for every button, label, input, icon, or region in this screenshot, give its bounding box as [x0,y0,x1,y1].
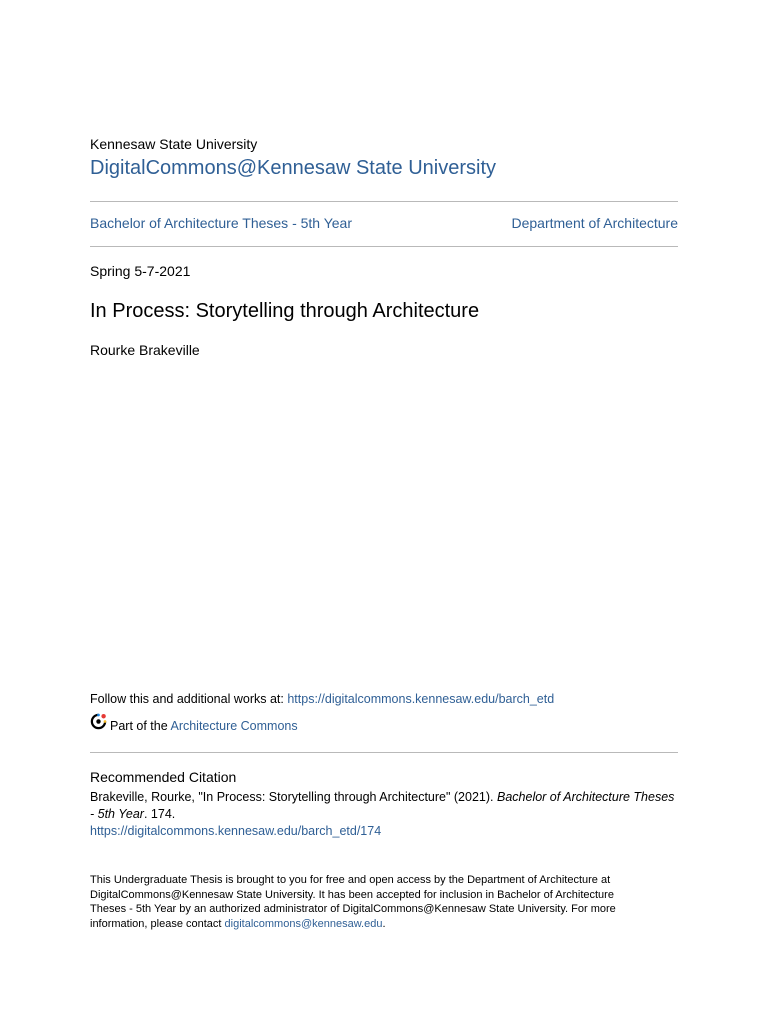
author-name: Rourke Brakeville [90,342,200,358]
part-of-label: Part of the [110,719,168,733]
document-title: In Process: Storytelling through Architecture [90,300,480,322]
cover-page [90,0,678,1024]
institution-name: Kennesaw State University [90,136,258,152]
publication-date: Spring 5-7-2021 [90,263,191,279]
citation-url-link[interactable]: https://digitalcommons.kennesaw.edu/barch_etd/174 [90,824,382,838]
follow-url-link[interactable]: https://digitalcommons.kennesaw.edu/barch_etd [287,692,555,706]
part-of-line [90,714,298,733]
contact-email-link[interactable]: digitalcommons@kennesaw.edu [224,917,383,930]
notice-end: . [382,917,386,930]
citation-text [90,789,678,823]
citation-body: Brakeville, Rourke, "In Process: Storytelling through Architecture" (2021). [90,790,494,804]
repository-link[interactable]: DigitalCommons@Kennesaw State University [90,157,497,179]
network-commons-icon [90,713,107,730]
divider-top [90,201,678,202]
follow-label: Follow this and additional works at: [90,692,284,706]
access-notice [90,873,650,931]
divider-nav [90,246,678,247]
citation-number: . 174. [143,807,176,821]
department-link[interactable]: Department of Architecture [511,215,678,231]
series-link[interactable]: Bachelor of Architecture Theses - 5th Year [90,215,353,231]
architecture-commons-link[interactable]: Architecture Commons [170,719,298,733]
divider-citation [90,752,678,753]
follow-line [90,692,554,706]
notice-text: This Undergraduate Thesis is brought to you for free and open access by the Department of Architecture at DigitalCommons@Kennesaw State University. It has been accepted for inclusion in Bachelor of Architecture Theses - 5th Year by an authorized administrator of DigitalCommons@Kennesaw State University. For more information, please contact [90,874,616,930]
citation-heading: Recommended Citation [90,769,237,785]
citation-series: Bachelor of Architecture Theses - 5th Year [90,790,675,821]
